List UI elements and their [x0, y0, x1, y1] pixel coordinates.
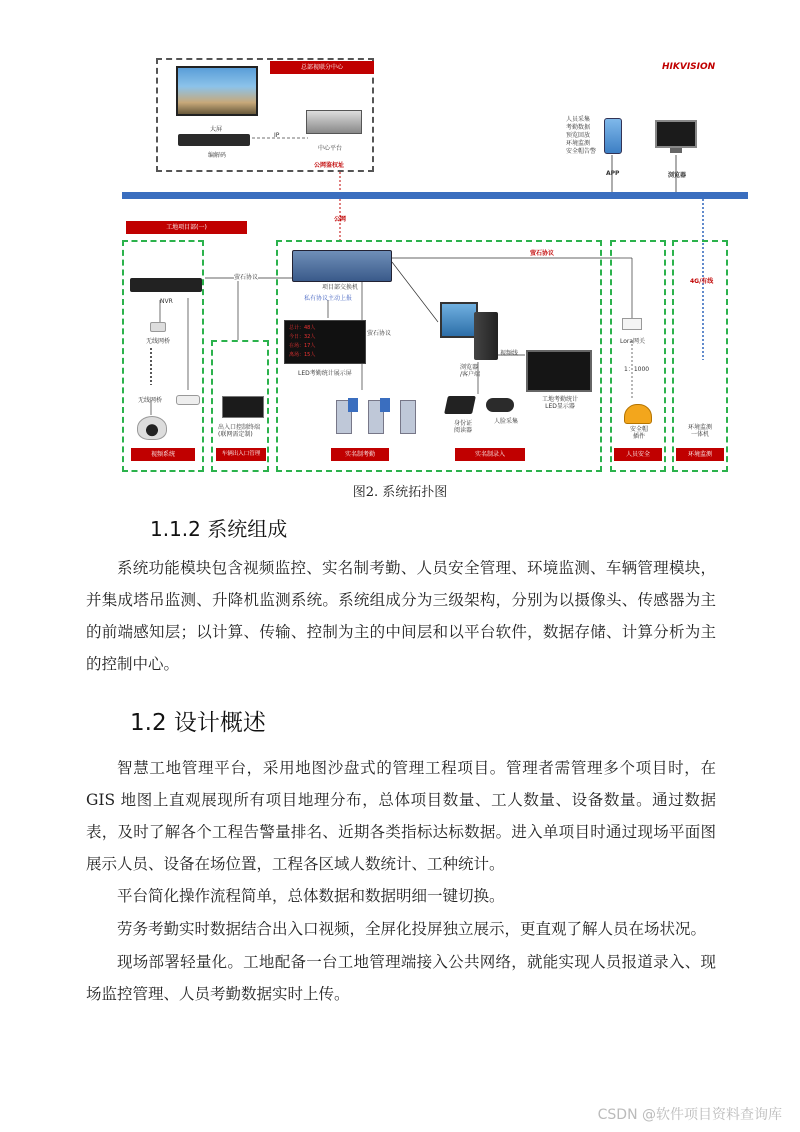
camera-small-icon [150, 322, 166, 332]
public-auth-label: 公网鉴权址 [314, 162, 345, 169]
app-function: 考勤数据 [566, 124, 591, 131]
paragraph: 劳务考勤实时数据结合出入口视频，全屏化投屏独立展示，更直观了解人员在场状况。 [117, 920, 707, 938]
led-row: 离场：15人 [289, 352, 316, 358]
paragraph: 智慧工地管理平台，采用地图沙盘式的管理工程项目。管理者需管理多个项目时，在GIS 地图上直观展现所有项目地理分布，总体项目数量、工人数量、设备数量。通过数据表，及时了解各个工程告警量排名、近期各类指标达标数据。进入单项目时通过现场平面图展示人员、设备在场位置，工程各区域人数统计、工种统计。 [86, 759, 716, 873]
topology-diagram [0, 0, 800, 478]
public-net-label: 公网 [334, 216, 347, 223]
section-title-112: 1.1.2 系统组成 [150, 517, 288, 541]
switch-label: 项目部交换机 [322, 284, 359, 291]
bigscreen-label: 大屏 [210, 126, 223, 133]
module-video: 视频系统 [131, 448, 195, 461]
led-row: 今日：32人 [289, 334, 316, 340]
led-row: 总计：48人 [289, 325, 316, 331]
gate-terminal-label: 出入口控制终端 (联网需定制) [218, 424, 261, 438]
led-display [284, 320, 366, 364]
browser-client-label: 浏览器 /客户端 [460, 364, 481, 378]
app-function: 预览回放 [566, 132, 591, 139]
idcard-label: 身份证 阅读器 [454, 420, 473, 434]
section-title-12: 1.2 设计概述 [130, 710, 266, 736]
pc-tower-icon [474, 312, 498, 360]
nvr-icon [130, 278, 202, 292]
video-line-label: 视频线 [500, 350, 519, 357]
app-label: APP [606, 170, 620, 177]
paragraph: 现场部署轻量化。工地配备一台工地管理端接入公共网络，就能实现人员报道录入、现场监控管理、人员考勤数据实时上传。 [86, 953, 716, 1003]
module-vehicle: 车辆出入口管理 [216, 448, 266, 461]
decoder-label: 编解码 [208, 152, 227, 159]
face-label: 人脸采集 [494, 418, 519, 425]
hik-protocol-label: 萤石协议 [234, 274, 259, 281]
module-env: 环境监测 [676, 448, 724, 461]
env-device-label: 环境监测 一体机 [688, 424, 713, 438]
helmet-label: 安全帽 插件 [630, 426, 649, 440]
project-dept-label: 工地项目部(一) [126, 221, 247, 234]
browser-label: 浏览器 [668, 172, 687, 179]
lora-label: Lora网关 [620, 338, 646, 345]
dome-camera-icon [137, 416, 167, 440]
app-function: 环境监测 [566, 140, 591, 147]
paragraph: 系统功能模块包含视频监控、实名制考勤、人员安全管理、环境监测、车辆管理模块，并集成塔吊监测、升降机监测系统。系统组成分为三级架构，分别为以摄像头、传感器为主的前端感知层；以计算、传输、控制为主的中间层和以平台软件，数据存储、计算分析为主的控制中心。 [86, 559, 716, 673]
network-4g-label: 4G/有线 [690, 278, 714, 285]
hik-protocol-label3: 萤石协议 [530, 250, 555, 257]
nvr-label: NVR [160, 298, 173, 305]
gate-monitor-icon [222, 396, 264, 418]
led-label: LED考勤统计展示屏 [298, 370, 352, 377]
module-realname-entry: 实名制录入 [455, 448, 525, 461]
site-led-monitor [526, 350, 592, 392]
lora-ratio: 1：1000 [624, 366, 650, 373]
module-safety: 人员安全 [614, 448, 662, 461]
hik-protocol-label2: 萤石协议 [367, 330, 392, 337]
helmet-icon [624, 404, 652, 424]
figure-caption: 图2. 系统拓扑图 [352, 485, 448, 500]
turnstile-icon [336, 392, 416, 432]
site-led-label: 工地考勤统计 LED显示器 [542, 396, 579, 410]
camera-bullet-icon [176, 395, 200, 405]
hq-label: 总部视联分中心 [270, 61, 374, 74]
wireless-bridge-label2: 无线网桥 [138, 397, 163, 404]
idcard-reader-icon [444, 396, 476, 414]
led-row: 在场：17人 [289, 343, 316, 349]
ip-label: IP [274, 132, 280, 139]
hikvision-logo: HIKVISION [662, 62, 716, 72]
paragraph: 平台简化操作流程简单，总体数据和数据明细一键切换。 [117, 887, 505, 905]
wireless-bridge-label: 无线网桥 [146, 338, 171, 345]
center-platform-label: 中心平台 [318, 145, 343, 152]
private-protocol-label: 私有协议主动上报 [304, 295, 353, 302]
switch-icon [292, 250, 392, 282]
app-function: 人员采集 [566, 116, 591, 123]
watermark: CSDN @软件项目资料查询库 [597, 1107, 782, 1123]
lora-gateway-icon [622, 318, 642, 330]
module-attendance: 实名制考勤 [331, 448, 389, 461]
pc-monitor-icon [440, 302, 478, 338]
face-device-icon [486, 398, 514, 412]
app-function: 安全帽告警 [566, 148, 597, 155]
